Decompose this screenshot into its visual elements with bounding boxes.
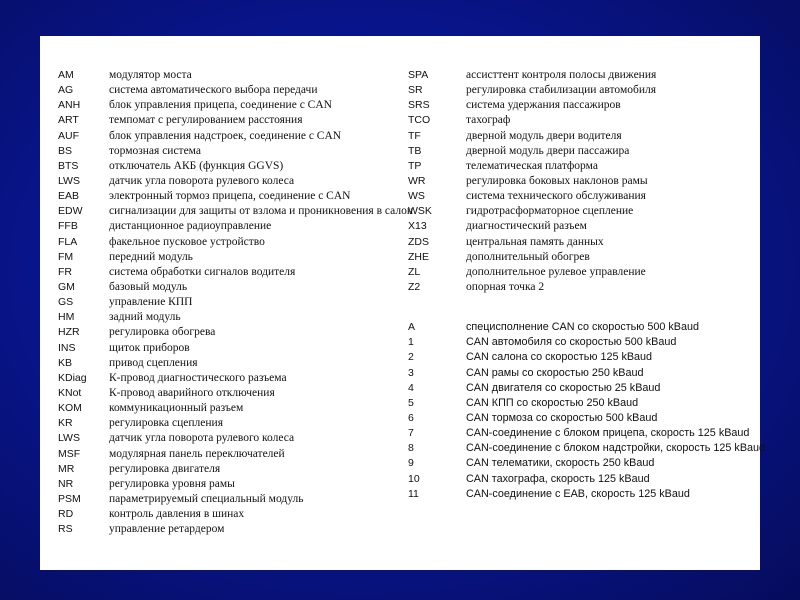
abbreviation-description: система обработки сигналов водителя xyxy=(109,265,296,278)
abbreviation-code: NR xyxy=(58,477,74,490)
abbreviation-description: центральная память данных xyxy=(466,235,604,248)
abbreviation-description: отключатель АКБ (функция GGVS) xyxy=(109,159,284,172)
abbreviation-code: WSK xyxy=(408,205,432,218)
abbreviation-code: ZHE xyxy=(408,250,429,263)
abbreviation-description: базовый модуль xyxy=(109,280,188,293)
abbreviation-code: FFB xyxy=(58,220,78,233)
abbreviation-description: система автоматического выбора передачи xyxy=(109,84,318,97)
section-spacer xyxy=(408,295,432,320)
abbreviation-description: датчик угла поворота рулевого колеса xyxy=(109,432,295,445)
abbreviation-code: FLA xyxy=(58,235,78,248)
can-line-description: специсполнение CAN со скоростью 500 kBaud xyxy=(466,321,700,334)
abbreviation-description: модулятор моста xyxy=(109,69,192,81)
abbreviation-code: SPA xyxy=(408,69,429,81)
abbreviation-code: LWS xyxy=(58,432,80,445)
abbreviation-code: GM xyxy=(58,280,75,293)
abbreviation-description: дверной модуль двери пассажира xyxy=(466,144,630,157)
can-line-code: 2 xyxy=(408,351,414,364)
can-line-code: 3 xyxy=(408,366,414,379)
can-line-description: CAN двигателя со скоростью 25 kBaud xyxy=(466,381,661,394)
abbreviation-code: HM xyxy=(58,311,75,324)
left-code-column xyxy=(58,68,87,537)
section-spacer xyxy=(466,295,765,320)
abbreviation-code: ZL xyxy=(408,265,421,278)
abbreviation-description: опорная точка 2 xyxy=(466,280,545,293)
abbreviation-description: модулярная панель переключателей xyxy=(109,447,285,460)
abbreviation-code: SR xyxy=(408,84,423,97)
abbreviation-code: KB xyxy=(58,356,73,369)
can-line-code: 10 xyxy=(408,472,420,485)
abbreviation-code: X13 xyxy=(408,220,427,233)
abbreviation-code: SRS xyxy=(408,99,430,112)
abbreviation-description: система технического обслуживания xyxy=(466,190,646,203)
abbreviation-code: PSM xyxy=(58,492,81,505)
abbreviation-code: GS xyxy=(58,296,74,309)
can-line-code: 6 xyxy=(408,411,414,424)
abbreviation-description: дополнительное рулевое управление xyxy=(466,265,646,278)
abbreviation-code: INS xyxy=(58,341,76,354)
right-code-column xyxy=(408,68,432,502)
abbreviation-description: датчик угла поворота рулевого колеса xyxy=(109,174,295,187)
abbreviation-description: регулировка двигателя xyxy=(109,462,221,475)
abbreviation-code: AM xyxy=(58,69,74,81)
abbreviation-code: BTS xyxy=(58,159,79,172)
abbreviation-code: RD xyxy=(58,508,74,521)
abbreviation-description: сигнализации для защиты от взлома и проникновения в салон xyxy=(109,205,413,218)
abbreviation-description: тахограф xyxy=(466,114,511,127)
can-line-description: CAN телематики, скорость 250 kBaud xyxy=(466,457,655,470)
abbreviation-description: управление КПП xyxy=(109,296,193,309)
can-line-description: CAN тормоза со скоростью 500 kBaud xyxy=(466,411,658,424)
can-line-description: CAN автомобиля со скоростью 500 kBaud xyxy=(466,336,677,349)
abbreviation-code: AUF xyxy=(58,129,79,142)
abbreviation-code: Z2 xyxy=(408,280,421,293)
abbreviation-code: ART xyxy=(58,114,79,127)
abbreviation-description: темпомат с регулированием расстояния xyxy=(109,114,303,127)
abbreviation-code: AG xyxy=(58,84,74,97)
can-line-code: 4 xyxy=(408,381,414,394)
can-line-code: 11 xyxy=(408,487,419,500)
abbreviation-code: TB xyxy=(408,144,422,157)
can-line-description: CAN-соединение с блоком надстройки, скорость 125 kBaud xyxy=(466,442,766,455)
abbreviation-description: дистанционное радиоуправление xyxy=(109,220,272,233)
abbreviation-description: К-провод диагностического разъема xyxy=(109,371,287,384)
left-description-column xyxy=(109,68,413,537)
right-description-column xyxy=(466,68,765,502)
can-line-description: CAN-соединение с EAB, скорость 125 kBaud xyxy=(466,487,690,500)
abbreviation-code: BS xyxy=(58,144,73,157)
abbreviation-code: ZDS xyxy=(408,235,429,248)
can-line-description: CAN салона со скоростью 125 kBaud xyxy=(466,351,653,364)
can-line-code: 7 xyxy=(408,427,414,440)
abbreviation-code: MSF xyxy=(58,447,81,460)
abbreviation-description: К-провод аварийного отключения xyxy=(109,386,275,399)
can-line-code: 1 xyxy=(408,336,414,349)
abbreviation-description: блок управления прицепа, соединение с CAN xyxy=(109,99,332,112)
abbreviation-description: дверной модуль двери водителя xyxy=(466,129,622,142)
abbreviation-code: WS xyxy=(408,190,425,203)
abbreviation-description: регулировка сцепления xyxy=(109,417,223,430)
abbreviation-code: HZR xyxy=(58,326,80,339)
abbreviation-description: регулировка боковых наклонов рамы xyxy=(466,174,648,187)
abbreviation-description: регулировка стабилизации автомобиля xyxy=(466,84,657,97)
can-line-code: 8 xyxy=(408,442,414,455)
abbreviation-description: щиток приборов xyxy=(109,341,190,354)
abbreviation-description: регулировка уровня рамы xyxy=(109,477,235,490)
abbreviation-code: ANH xyxy=(58,99,81,112)
abbreviation-description: электронный тормоз прицепа, соединение с CAN xyxy=(109,190,351,203)
abbreviation-description: ассисттент контроля полосы движения xyxy=(466,69,657,81)
abbreviation-code: TF xyxy=(408,129,421,142)
abbreviation-description: дополнительный обогрев xyxy=(466,250,590,263)
can-line-description: CAN тахографа, скорость 125 kBaud xyxy=(466,472,650,485)
abbreviation-code: TCO xyxy=(408,114,431,127)
abbreviation-code: EAB xyxy=(58,190,80,203)
abbreviation-description: передний модуль xyxy=(109,250,193,263)
slide-page xyxy=(40,36,766,570)
abbreviation-description: диагностический разъем xyxy=(466,220,587,233)
abbreviation-code: FR xyxy=(58,265,72,278)
can-line-description: CAN рамы со скоростью 250 kBaud xyxy=(466,366,644,379)
abbreviation-description: факельное пусковое устройство xyxy=(109,235,265,248)
abbreviation-code: KDiag xyxy=(58,371,87,384)
abbreviation-code: RS xyxy=(58,523,73,536)
abbreviation-code: MR xyxy=(58,462,75,475)
abbreviation-description: коммуникационный разъем xyxy=(109,402,244,415)
abbreviation-code: LWS xyxy=(58,174,80,187)
abbreviation-description: параметрируемый специальный модуль xyxy=(109,492,304,505)
can-line-code: A xyxy=(408,321,416,334)
can-line-description: CAN-соединение с блоком прицепа, скорость 125 kBaud xyxy=(466,427,750,440)
abbreviation-description: контроль давления в шинах xyxy=(109,508,245,521)
abbreviation-code: KNot xyxy=(58,386,82,399)
abbreviation-description: система удержания пассажиров xyxy=(466,99,621,112)
can-line-code: 5 xyxy=(408,396,414,409)
abbreviation-description: телематическая платформа xyxy=(466,159,598,172)
abbreviation-description: блок управления надстроек, соединение с CAN xyxy=(109,129,342,142)
abbreviation-description: управление ретардером xyxy=(109,523,225,536)
abbreviation-code: EDW xyxy=(58,205,83,218)
abbreviation-code: KR xyxy=(58,417,73,430)
abbreviation-code: FM xyxy=(58,250,74,263)
abbreviation-description: регулировка обогрева xyxy=(109,326,216,339)
abbreviation-description: гидротрасформаторное сцепление xyxy=(466,205,634,218)
abbreviation-code: TP xyxy=(408,159,422,172)
can-line-description: CAN КПП со скоростью 250 kBaud xyxy=(466,396,639,409)
abbreviation-code: KOM xyxy=(58,402,82,415)
abbreviation-description: привод сцепления xyxy=(109,356,198,369)
abbreviation-code: WR xyxy=(408,174,426,187)
abbreviation-description: тормозная система xyxy=(109,144,201,157)
can-line-code: 9 xyxy=(408,457,414,470)
abbreviation-description: задний модуль xyxy=(109,311,181,324)
